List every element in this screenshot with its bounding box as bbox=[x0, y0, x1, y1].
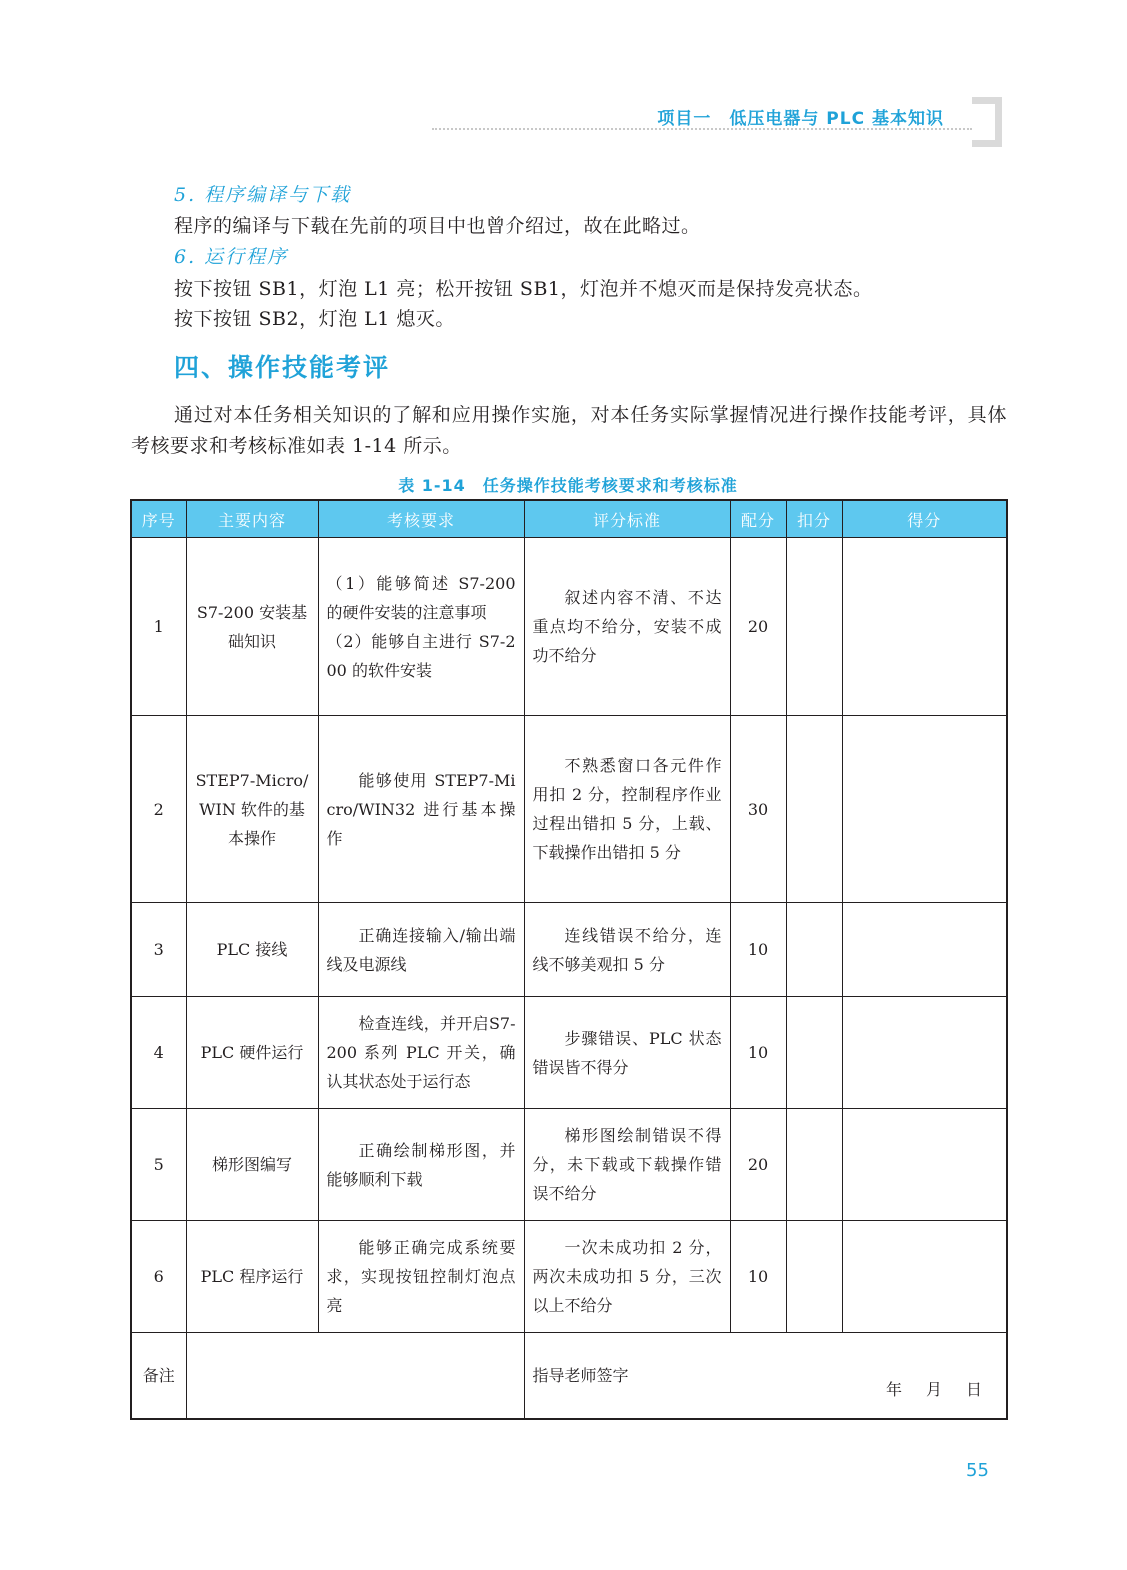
header-allotted: 配分 bbox=[730, 500, 786, 538]
row-allotted: 10 bbox=[730, 903, 786, 997]
row-deduction bbox=[786, 1109, 842, 1221]
requirement-item-2: （2）能够自主进行 S7-200 的软件安装 bbox=[326, 631, 516, 680]
table-row bbox=[131, 716, 1007, 903]
row-deduction bbox=[786, 538, 842, 716]
table-row bbox=[131, 903, 1007, 997]
row-score bbox=[842, 1109, 1007, 1221]
row-score bbox=[842, 1221, 1007, 1333]
page-number: 55 bbox=[966, 1460, 989, 1481]
row-requirement: 正确绘制梯形图，并能够顺利下载 bbox=[318, 1109, 524, 1221]
signature-cell bbox=[524, 1333, 1007, 1419]
date-line: 年 月 日 bbox=[885, 1379, 986, 1399]
row-requirement: 检查连线，并开启S7-200 系列 PLC 开关，确认其状态处于运行态 bbox=[318, 997, 524, 1109]
row-criteria: 不熟悉窗口各元件作用扣 2 分，控制程序作业过程出错扣 5 分，上载、下载操作出错扣 5 分 bbox=[524, 716, 730, 903]
header-content: 主要内容 bbox=[186, 500, 318, 538]
row-content: PLC 硬件运行 bbox=[186, 997, 318, 1109]
header-criteria: 评分标准 bbox=[524, 500, 730, 538]
row-no: 5 bbox=[131, 1109, 186, 1221]
row-allotted: 10 bbox=[730, 997, 786, 1109]
row-allotted: 20 bbox=[730, 1109, 786, 1221]
step6-line2: 按下按钮 SB2，灯泡 L1 熄灭。 bbox=[174, 308, 455, 330]
table-row bbox=[131, 997, 1007, 1109]
requirement-item-1: （1）能够简述 S7-200 的硬件安装的注意事项 bbox=[326, 573, 516, 622]
row-deduction bbox=[786, 903, 842, 997]
row-content: 梯形图编写 bbox=[186, 1109, 318, 1221]
remark-content bbox=[186, 1333, 524, 1419]
row-content: PLC 接线 bbox=[186, 903, 318, 997]
table-row bbox=[131, 1221, 1007, 1333]
table-row bbox=[131, 538, 1007, 716]
table-row bbox=[131, 1109, 1007, 1221]
row-requirement: 能够正确完成系统要求，实现按钮控制灯泡点亮 bbox=[318, 1221, 524, 1333]
row-allotted: 20 bbox=[730, 538, 786, 716]
row-no: 3 bbox=[131, 903, 186, 997]
header-deduction: 扣分 bbox=[786, 500, 842, 538]
header-score: 得分 bbox=[842, 500, 1007, 538]
running-header-title: 项目一 低压电器与 PLC 基本知识 bbox=[657, 109, 944, 129]
row-requirement: 正确连接输入/输出端线及电源线 bbox=[318, 903, 524, 997]
page-corner-mark bbox=[972, 97, 1002, 147]
row-criteria: 步骤错误、PLC 状态错误皆不得分 bbox=[524, 997, 730, 1109]
row-deduction bbox=[786, 1221, 842, 1333]
row-requirement bbox=[318, 538, 524, 716]
step5-text: 程序的编译与下载在先前的项目中也曾介绍过，故在此略过。 bbox=[174, 215, 701, 237]
row-score bbox=[842, 538, 1007, 716]
row-content: STEP7-Micro/WIN 软件的基本操作 bbox=[186, 716, 318, 903]
row-no: 2 bbox=[131, 716, 186, 903]
row-score bbox=[842, 903, 1007, 997]
step6-line1: 按下按钮 SB1，灯泡 L1 亮；松开按钮 SB1，灯泡并不熄灭而是保持发亮状态。 bbox=[174, 278, 873, 300]
signature-label: 指导老师签字 bbox=[532, 1365, 629, 1385]
remark-row bbox=[131, 1333, 1007, 1419]
row-score bbox=[842, 716, 1007, 903]
row-allotted: 10 bbox=[730, 1221, 786, 1333]
step6-heading: 6. 运行程序 bbox=[174, 246, 289, 268]
table-header-row bbox=[131, 500, 1007, 538]
header-requirement: 考核要求 bbox=[318, 500, 524, 538]
section-heading: 四、操作技能考评 bbox=[174, 353, 391, 382]
row-criteria: 连线错误不给分，连线不够美观扣 5 分 bbox=[524, 903, 730, 997]
row-content: PLC 程序运行 bbox=[186, 1221, 318, 1333]
row-score bbox=[842, 997, 1007, 1109]
row-requirement: 能够使用 STEP7-Micro/WIN32 进行基本操作 bbox=[318, 716, 524, 903]
step5-heading: 5. 程序编译与下载 bbox=[174, 184, 352, 206]
row-no: 1 bbox=[131, 538, 186, 716]
assessment-table bbox=[130, 499, 1008, 1420]
row-no: 4 bbox=[131, 997, 186, 1109]
section-intro: 通过对本任务相关知识的了解和应用操作实施，对本任务实际掌握情况进行操作技能考评，具体考核要求和考核标准如表 1-14 所示。 bbox=[131, 404, 1007, 457]
row-criteria: 叙述内容不清、不达重点均不给分，安装不成功不给分 bbox=[524, 538, 730, 716]
table-caption: 表 1-14 任务操作技能考核要求和考核标准 bbox=[398, 476, 738, 495]
header-no: 序号 bbox=[131, 500, 186, 538]
row-allotted: 30 bbox=[730, 716, 786, 903]
row-deduction bbox=[786, 716, 842, 903]
row-content: S7-200 安装基础知识 bbox=[186, 538, 318, 716]
header-dotted-rule bbox=[432, 128, 972, 130]
row-criteria: 一次未成功扣 2 分，两次未成功扣 5 分，三次以上不给分 bbox=[524, 1221, 730, 1333]
row-deduction bbox=[786, 997, 842, 1109]
row-criteria: 梯形图绘制错误不得分，未下载或下载操作错误不给分 bbox=[524, 1109, 730, 1221]
row-no: 6 bbox=[131, 1221, 186, 1333]
remark-label: 备注 bbox=[131, 1333, 186, 1419]
